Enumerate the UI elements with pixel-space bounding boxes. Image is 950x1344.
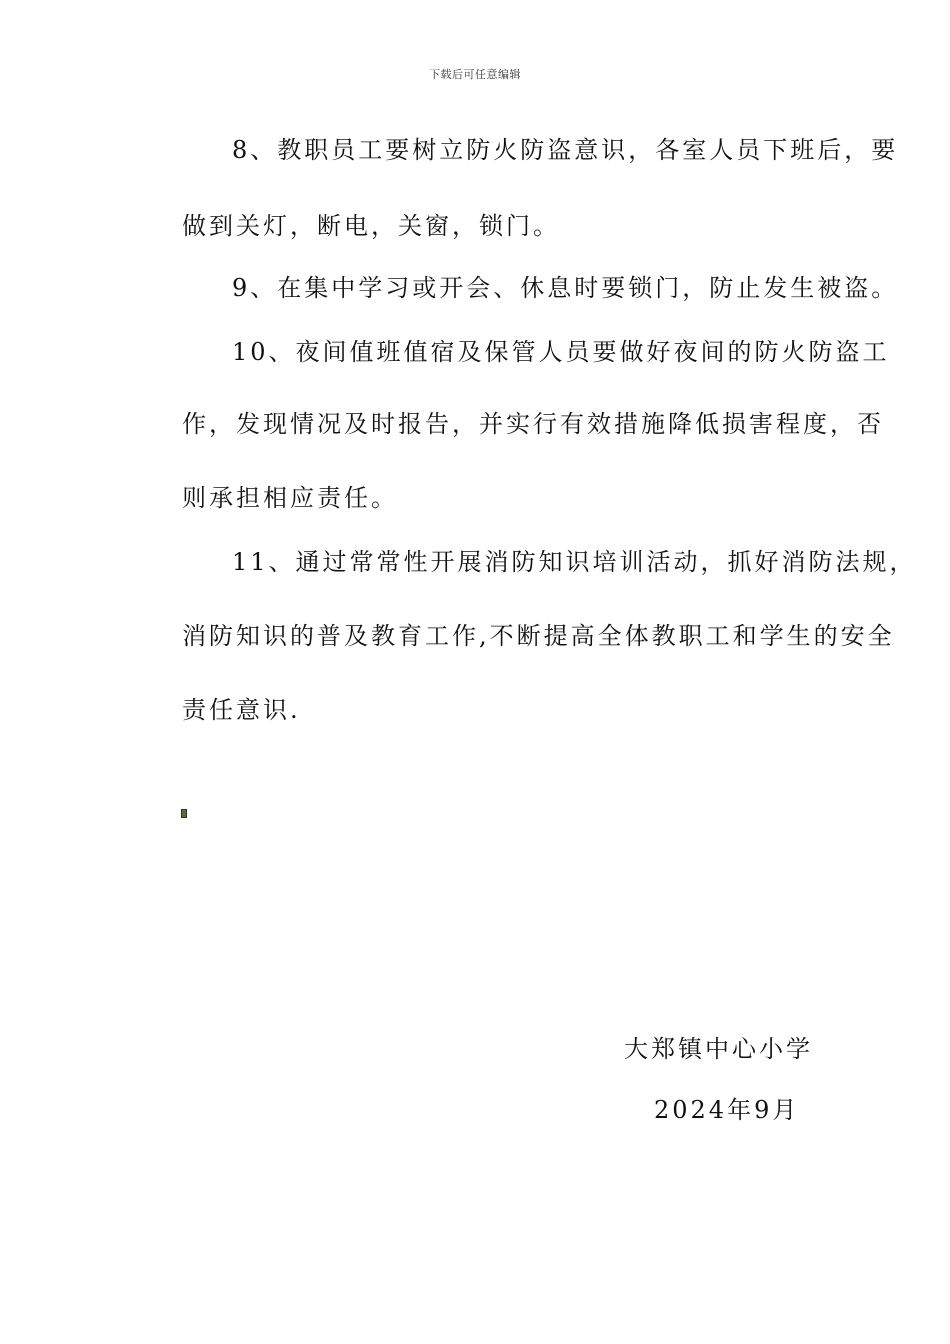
header-note: 下载后可任意编辑 [429, 68, 521, 81]
paragraph-10-line-2: 作，发现情况及时报告，并实行有效措施降低损害程度，否 [182, 410, 884, 438]
signature-date: 2024年9月 [654, 1096, 800, 1124]
paragraph-8-line-2: 做到关灯，断电，关窗，锁门。 [182, 212, 560, 240]
paragraph-10-line-1: 10、夜间值班值宿及保管人员要做好夜间的防火防盗工 [232, 338, 890, 366]
paragraph-11-line-3: 责任意识. [182, 696, 301, 724]
paragraph-11-line-1: 11、通过常常性开展消防知识培训活动，抓好消防法规， [232, 548, 917, 576]
small-marker-icon [181, 809, 187, 818]
signature-organization: 大郑镇中心小学 [624, 1035, 813, 1063]
paragraph-9-line-1: 9、在集中学习或开会、休息时要锁门，防止发生被盗。 [232, 274, 899, 302]
paragraph-11-line-2: 消防知识的普及教育工作,不断提高全体教职工和学生的安全 [182, 622, 895, 650]
paragraph-8-line-1: 8、教职员工要树立防火防盗意识，各室人员下班后，要 [232, 136, 899, 164]
paragraph-10-line-3: 则承担相应责任。 [182, 484, 398, 512]
